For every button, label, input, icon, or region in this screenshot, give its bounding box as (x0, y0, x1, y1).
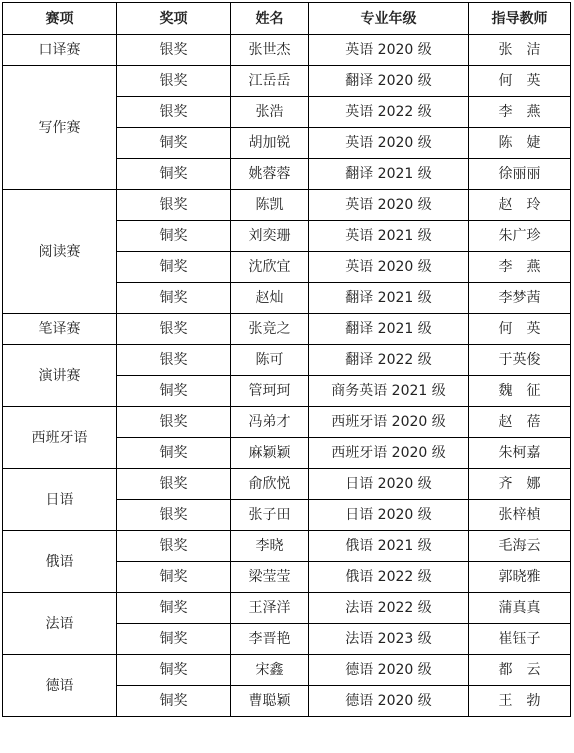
award-cell: 银奖 (117, 531, 231, 562)
teacher-cell: 赵 玲 (469, 190, 571, 221)
header-major: 专业年级 (309, 3, 469, 35)
teacher-cell: 陈 婕 (469, 128, 571, 159)
award-cell: 铜奖 (117, 128, 231, 159)
name-cell: 李晋艳 (231, 624, 309, 655)
major-cell: 翻译 2020 级 (309, 66, 469, 97)
name-cell: 管珂珂 (231, 376, 309, 407)
table-row (3, 35, 571, 66)
award-cell: 铜奖 (117, 624, 231, 655)
major-cell: 俄语 2022 级 (309, 562, 469, 593)
table-row (3, 190, 571, 221)
major-cell: 英语 2020 级 (309, 190, 469, 221)
major-cell: 翻译 2021 级 (309, 314, 469, 345)
teacher-cell: 齐 娜 (469, 469, 571, 500)
award-cell: 铜奖 (117, 376, 231, 407)
table-row (3, 407, 571, 438)
header-name: 姓名 (231, 3, 309, 35)
name-cell: 张竞之 (231, 314, 309, 345)
award-cell: 铜奖 (117, 686, 231, 717)
major-cell: 英语 2022 级 (309, 97, 469, 128)
teacher-cell: 李 燕 (469, 252, 571, 283)
major-cell: 商务英语 2021 级 (309, 376, 469, 407)
teacher-cell: 张 洁 (469, 35, 571, 66)
name-cell: 沈欣宜 (231, 252, 309, 283)
name-cell: 李晓 (231, 531, 309, 562)
teacher-cell: 徐丽丽 (469, 159, 571, 190)
name-cell: 王泽洋 (231, 593, 309, 624)
award-table (2, 2, 571, 717)
award-cell: 铜奖 (117, 562, 231, 593)
event-cell: 阅读赛 (3, 190, 117, 314)
event-cell: 俄语 (3, 531, 117, 593)
teacher-cell: 崔钰子 (469, 624, 571, 655)
award-cell: 银奖 (117, 500, 231, 531)
header-teacher: 指导教师 (469, 3, 571, 35)
award-cell: 银奖 (117, 190, 231, 221)
name-cell: 陈可 (231, 345, 309, 376)
major-cell: 日语 2020 级 (309, 500, 469, 531)
name-cell: 姚蓉蓉 (231, 159, 309, 190)
table-row (3, 314, 571, 345)
teacher-cell: 赵 蓓 (469, 407, 571, 438)
event-cell: 西班牙语 (3, 407, 117, 469)
name-cell: 张子田 (231, 500, 309, 531)
table-row (3, 66, 571, 97)
name-cell: 刘奕珊 (231, 221, 309, 252)
award-cell: 银奖 (117, 97, 231, 128)
teacher-cell: 李梦茜 (469, 283, 571, 314)
major-cell: 英语 2020 级 (309, 128, 469, 159)
major-cell: 法语 2022 级 (309, 593, 469, 624)
teacher-cell: 何 英 (469, 66, 571, 97)
name-cell: 麻颖颖 (231, 438, 309, 469)
award-cell: 铜奖 (117, 252, 231, 283)
header-event: 赛项 (3, 3, 117, 35)
name-cell: 冯弟才 (231, 407, 309, 438)
teacher-cell: 毛海云 (469, 531, 571, 562)
award-cell: 铜奖 (117, 655, 231, 686)
teacher-cell: 朱柯嘉 (469, 438, 571, 469)
teacher-cell: 都 云 (469, 655, 571, 686)
major-cell: 翻译 2021 级 (309, 159, 469, 190)
name-cell: 张世杰 (231, 35, 309, 66)
table-body (3, 35, 571, 717)
award-cell: 银奖 (117, 407, 231, 438)
header-award: 奖项 (117, 3, 231, 35)
event-cell: 日语 (3, 469, 117, 531)
event-cell: 口译赛 (3, 35, 117, 66)
teacher-cell: 于英俊 (469, 345, 571, 376)
teacher-cell: 朱广珍 (469, 221, 571, 252)
major-cell: 俄语 2021 级 (309, 531, 469, 562)
major-cell: 英语 2020 级 (309, 252, 469, 283)
award-cell: 银奖 (117, 469, 231, 500)
award-cell: 银奖 (117, 345, 231, 376)
award-cell: 铜奖 (117, 593, 231, 624)
name-cell: 张浩 (231, 97, 309, 128)
major-cell: 翻译 2021 级 (309, 283, 469, 314)
name-cell: 陈凯 (231, 190, 309, 221)
name-cell: 江岳岳 (231, 66, 309, 97)
name-cell: 胡加锐 (231, 128, 309, 159)
award-cell: 银奖 (117, 314, 231, 345)
award-cell: 铜奖 (117, 221, 231, 252)
major-cell: 日语 2020 级 (309, 469, 469, 500)
major-cell: 德语 2020 级 (309, 655, 469, 686)
award-cell: 铜奖 (117, 438, 231, 469)
major-cell: 法语 2023 级 (309, 624, 469, 655)
name-cell: 赵灿 (231, 283, 309, 314)
table-row (3, 655, 571, 686)
award-cell: 银奖 (117, 35, 231, 66)
header-row (3, 3, 571, 35)
name-cell: 宋鑫 (231, 655, 309, 686)
teacher-cell: 何 英 (469, 314, 571, 345)
table-row (3, 469, 571, 500)
major-cell: 西班牙语 2020 级 (309, 407, 469, 438)
name-cell: 梁莹莹 (231, 562, 309, 593)
event-cell: 写作赛 (3, 66, 117, 190)
table-row (3, 531, 571, 562)
major-cell: 英语 2021 级 (309, 221, 469, 252)
teacher-cell: 张梓楨 (469, 500, 571, 531)
event-cell: 法语 (3, 593, 117, 655)
award-cell: 铜奖 (117, 283, 231, 314)
name-cell: 曹聪颖 (231, 686, 309, 717)
award-cell: 银奖 (117, 66, 231, 97)
award-cell: 铜奖 (117, 159, 231, 190)
event-cell: 笔译赛 (3, 314, 117, 345)
major-cell: 翻译 2022 级 (309, 345, 469, 376)
teacher-cell: 李 燕 (469, 97, 571, 128)
major-cell: 西班牙语 2020 级 (309, 438, 469, 469)
table-row (3, 345, 571, 376)
major-cell: 德语 2020 级 (309, 686, 469, 717)
major-cell: 英语 2020 级 (309, 35, 469, 66)
teacher-cell: 王 勃 (469, 686, 571, 717)
teacher-cell: 蒲真真 (469, 593, 571, 624)
event-cell: 演讲赛 (3, 345, 117, 407)
name-cell: 俞欣悦 (231, 469, 309, 500)
table-row (3, 593, 571, 624)
event-cell: 德语 (3, 655, 117, 717)
teacher-cell: 魏 征 (469, 376, 571, 407)
teacher-cell: 郭晓雅 (469, 562, 571, 593)
